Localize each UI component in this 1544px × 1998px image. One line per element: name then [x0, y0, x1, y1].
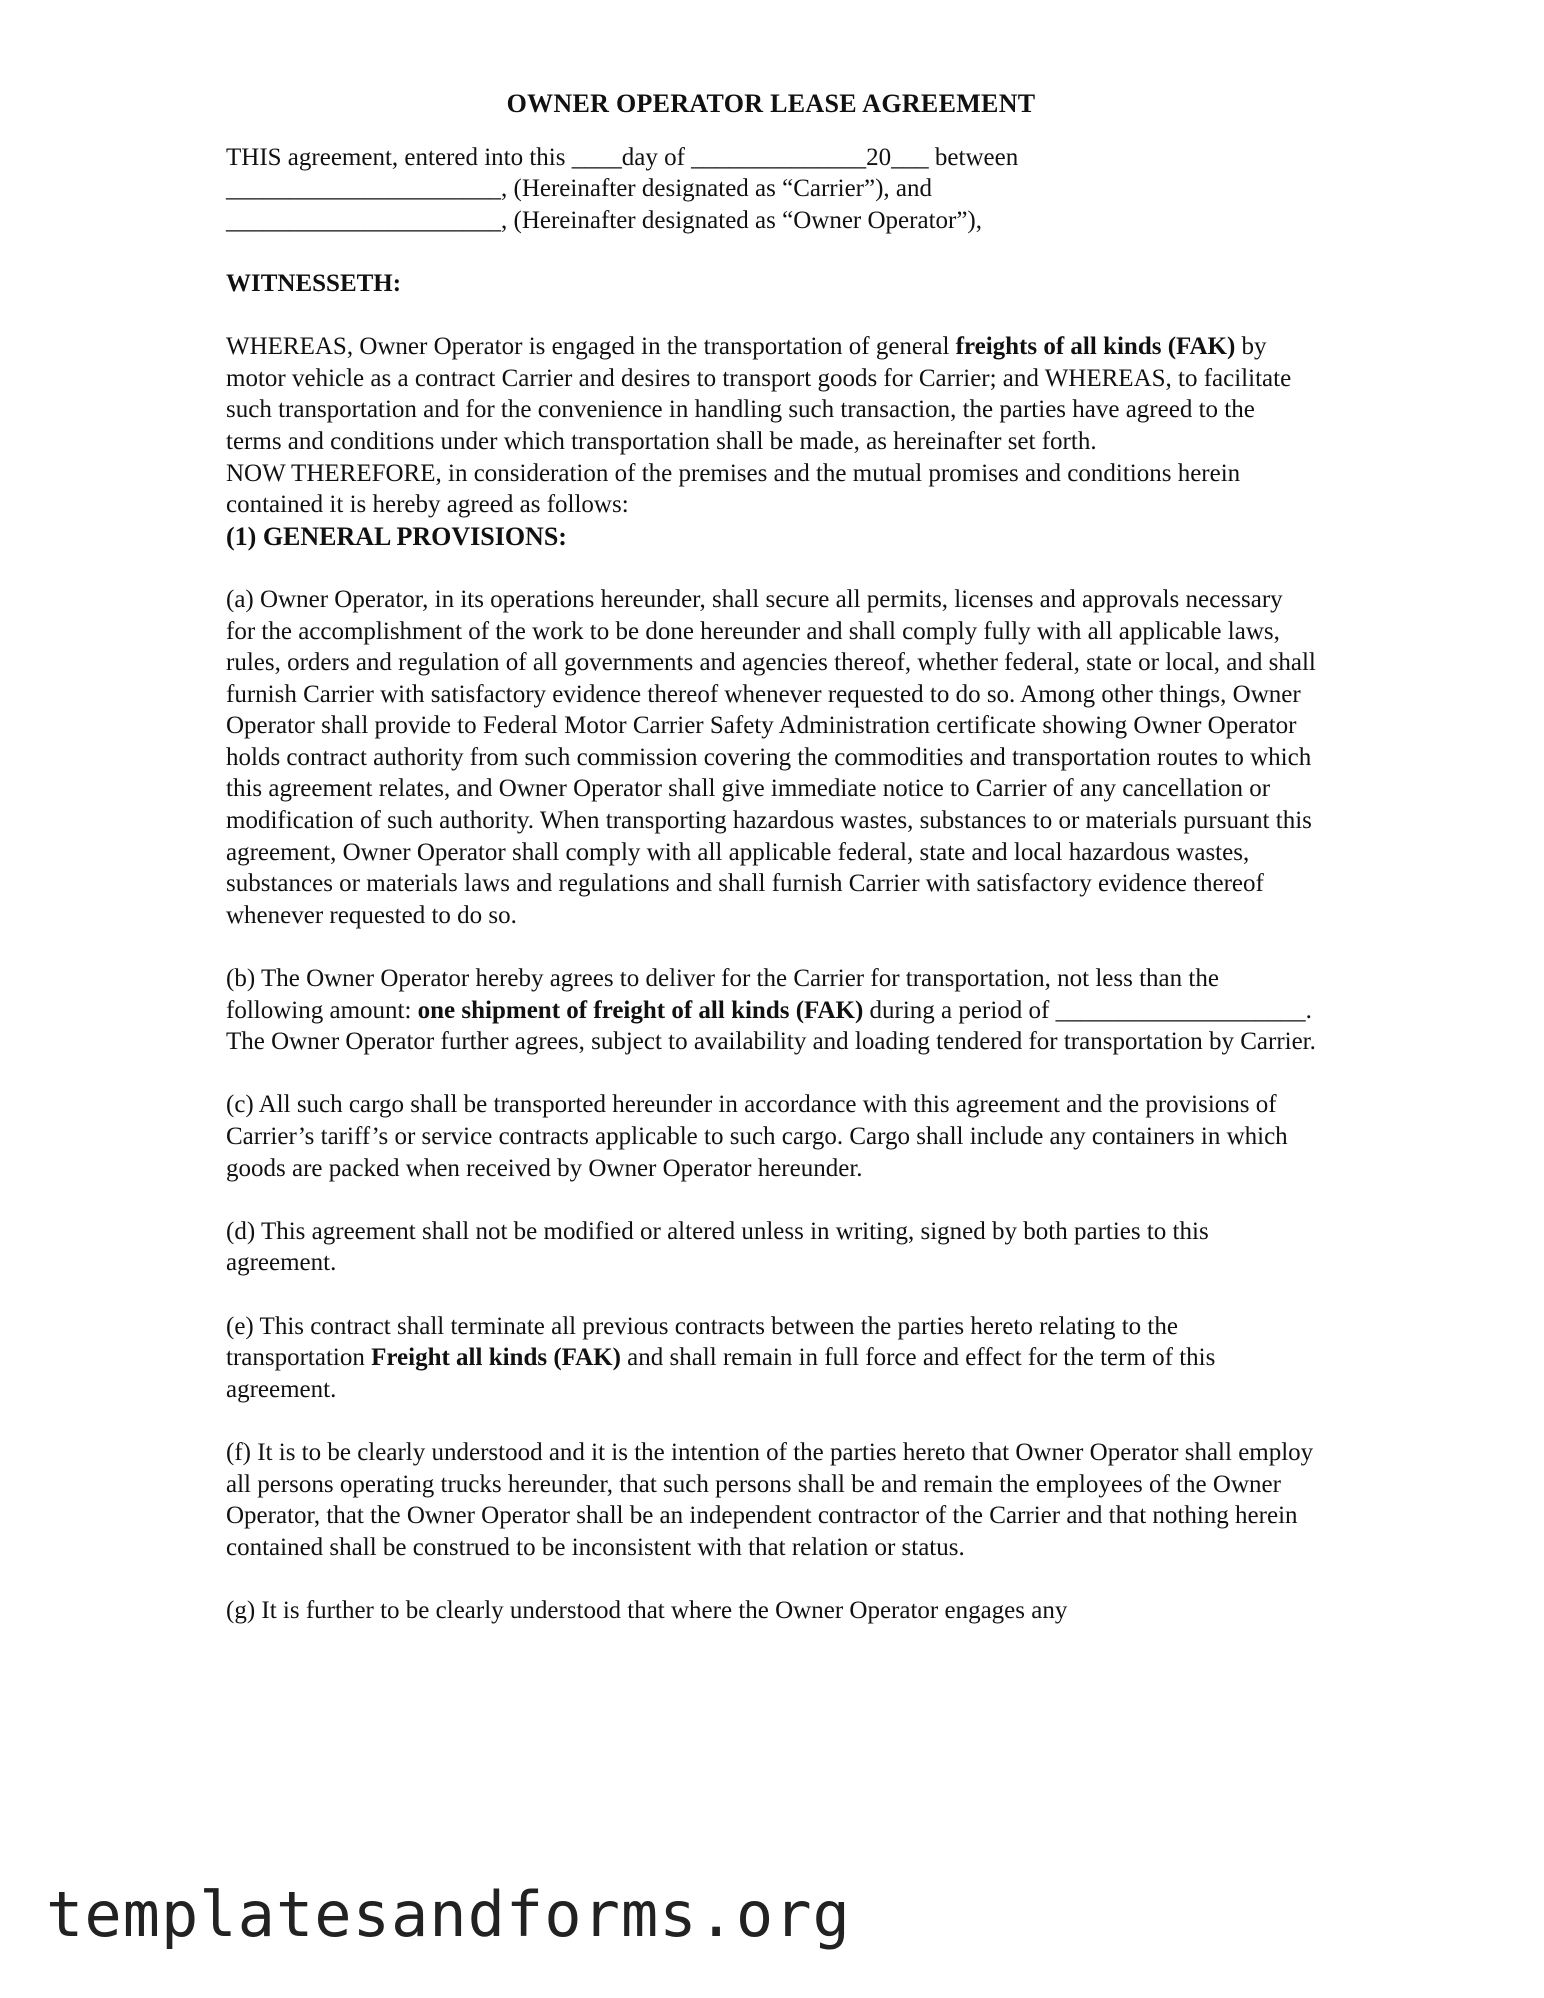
site-watermark: templatesandforms.org	[46, 1878, 851, 1951]
clause-e-text-2: and shall remain in full force and effect for the term of this agreement.	[226, 1344, 1216, 1403]
document-title: OWNER OPERATOR LEASE AGREEMENT	[506, 89, 1036, 118]
intro-line-owner-operator: ______________________, (Hereinafter designated as “Owner Operator”),	[226, 206, 983, 234]
clause-b	[226, 963, 1316, 1058]
clause-c: (c) All such cargo shall be transported hereunder in accordance with this agreement and the provisions of Carrier’s tariff’s or service contracts applicable to such cargo. Cargo shall include any containers in which goods are packed when received by Owner Operator hereunder.	[226, 1091, 1288, 1182]
clause-b-text-1: (b) The Owner Operator hereby agrees to deliver for the Carrier for transportation, not less than the following amount:	[226, 965, 1219, 1024]
whereas-text-2: by motor vehicle as a contract Carrier and desires to transport goods for Carrier; and WHEREAS, to facilitate such transportation and for the convenience in handling such transaction, the parties have agreed to the terms and conditions under which transportation shall be made, as hereinafter set forth.	[226, 333, 1292, 455]
whereas-bold-fak: freights of all kinds (FAK)	[955, 333, 1236, 361]
clause-e-text-1: (e) This contract shall terminate all previous contracts between the parties hereto relating to the transportation	[226, 1312, 1178, 1372]
general-provisions-heading: (1) GENERAL PROVISIONS:	[226, 521, 567, 551]
whereas-paragraph	[226, 331, 1316, 457]
intro-line-carrier: ______________________, (Hereinafter designated as “Carrier”), and	[226, 175, 933, 203]
whereas-text-1: WHEREAS, Owner Operator is engaged in the transportation of general	[226, 333, 956, 361]
clause-e-bold: Freight all kinds (FAK)	[371, 1344, 621, 1372]
clause-f: (f) It is to be clearly understood and it is the intention of the parties hereto that Owner Operator shall employ all persons operating trucks hereunder, that such persons shall be and remain the employees of the Owner Operator, that the Owner Operator shall be an independent contractor of the Carrier and that nothing herein contained shall be construed to be inconsistent with that relation or status.	[226, 1438, 1314, 1561]
clause-d: (d) This agreement shall not be modified or altered unless in writing, signed by both parties to this agreement.	[226, 1217, 1209, 1277]
intro-block	[226, 142, 1316, 237]
document-body	[226, 88, 1316, 1627]
clause-g: (g) It is further to be clearly understood that where the Owner Operator engages any	[226, 1596, 1068, 1624]
now-therefore-paragraph: NOW THEREFORE, in consideration of the premises and the mutual promises and conditions herein contained it is hereby agreed as follows:	[226, 459, 1241, 519]
witnesseth-heading: WITNESSETH:	[226, 269, 402, 297]
clause-a: (a) Owner Operator, in its operations hereunder, shall secure all permits, licenses and approvals necessary for the accomplishment of the work to be done hereunder and shall comply fully with all applicable laws, rules, orders and regulation of all governments and agencies thereof, whether federal, state or local, and shall furnish Carrier with satisfactory evidence thereof whenever requested to do so. Among other things, Owner Operator shall provide to Federal Motor Carrier Safety Administration certificate showing Owner Operator holds contract authority from such commission covering the commodities and transportation routes to which this agreement relates, and Owner Operator shall give immediate notice to Carrier of any cancellation or modification of such authority. When transporting hazardous wastes, substances to or materials pursuant this agreement, Owner Operator shall comply with all applicable federal, state and local hazardous wastes, substances or materials laws and regulations and shall furnish Carrier with satisfactory evidence thereof whenever requested to do so.	[226, 585, 1316, 929]
intro-line-date: THIS agreement, entered into this ____day of ______________20___ between	[226, 143, 1019, 171]
clause-b-bold: one shipment of freight of all kinds (FAK)	[417, 996, 864, 1024]
clause-e	[226, 1311, 1316, 1406]
clause-b-text-2: during a period of ____________________. The Owner Operator further agrees, subject to availability and loading tendered for transportation by Carrier.	[226, 996, 1316, 1056]
